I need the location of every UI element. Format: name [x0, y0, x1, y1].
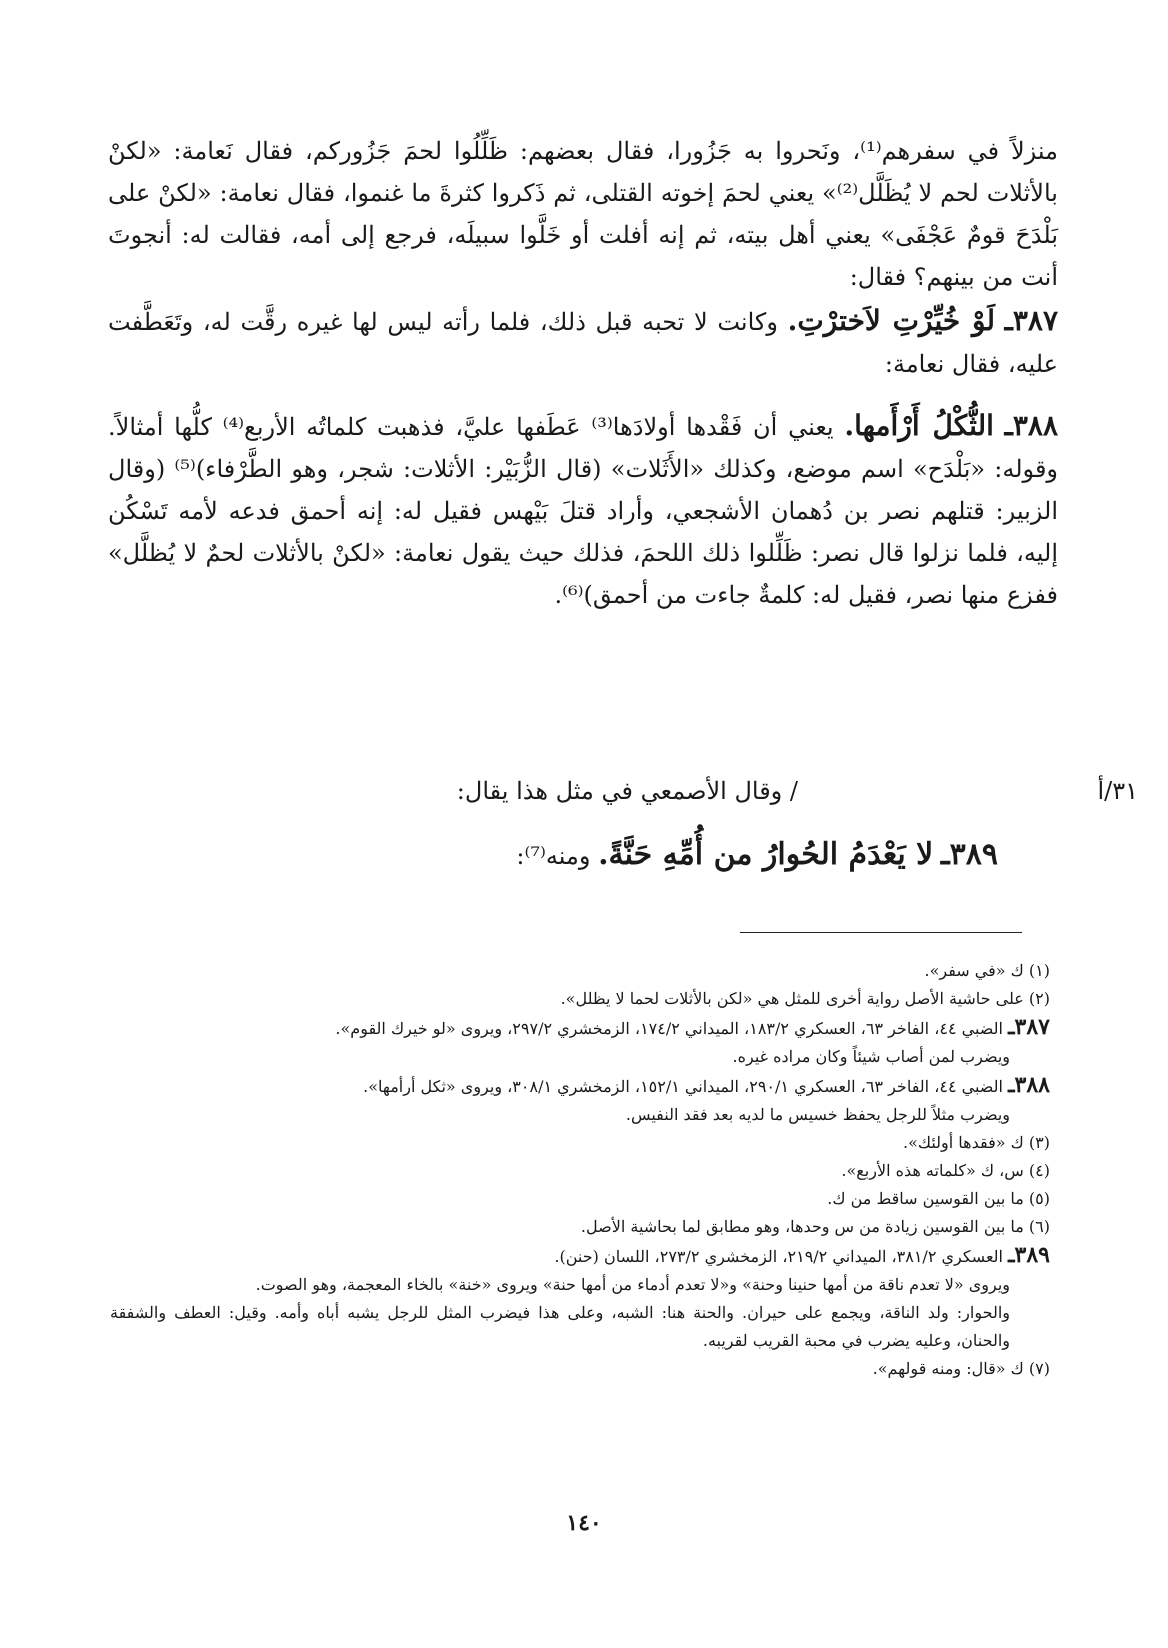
manuscript-folio-marker: ٣١/أ [1097, 777, 1138, 805]
proverb-text: الثُّكْلُ أَرْأَمها. [844, 409, 994, 442]
reference-text: الضبي ٤٤، الفاخر ٦٣، العسكري ٢٩٠/١، الميداني ١٥٢/١، الزمخشري ٣٠٨/١، ويروى «ثكل أرأمها». [363, 1077, 1003, 1096]
paragraph-1: منزلاً في سفرهم⁽¹⁾، ونَحروا به جَزُورا، فقال بعضهم: ظَلِّلُوا لحمَ جَزُوركم، فقال نَعامة: «لكنْ بالأثلات لحم لا يُظَلَّل⁽²⁾» يعني لحمَ إخوته القتلى، ثم ذَكروا كثرةَ ما غنموا، فقال نعامة: «لكنْ على بَلْدَحَ قومٌ عَجْفَى» يعني أهل بيته، ثم إنه أفلت أو خَلَّوا سبيلَه، فرجع إلى أمه، فقالت له: أنجوتَ أنت من بينهم؟ فقال: [108, 137, 1059, 291]
reference-number: ٣٨٧ـ [1008, 1014, 1050, 1040]
reference-number: ٣٨٩ـ [1008, 1242, 1050, 1268]
entry-388 [108, 405, 1058, 616]
footnote-7: (٧) ك «قال: ومنه قولهم». [872, 1359, 1050, 1378]
reference-388 [110, 1071, 1050, 1101]
entry-text: يعني أن فَقْدها أولادَها⁽³⁾ عَطَفها عليَّ، فذهبت كلماتُه الأربع⁽⁴⁾ كلُّها أمثالاً. وقوله: «بَلْدَح» اسم موضع، وكذلك «الأَثَلات» (قال الزُّبَيْر: الأثلات: شجر، وهو الطَّرْفاء)⁽⁵⁾ (وقال الزبير: قتلهم نصر بن دُهمان الأشجعي، وأراد قتلَ بَيْهس فقيل له: إنه أحمق فدعه لأمه تَسْكُن إليه، فلما نزلوا قال نصر: ظَلِّلوا ذلك اللحمَ، فذلك حيث يقول نعامة: «لكنْ بالأثلات لحمٌ لا يُظلَّل» ففزع منها نصر، فقيل له: كلمةٌ جاءت من أحمق)⁽⁶⁾. [108, 413, 1059, 609]
footnote-divider [740, 932, 1022, 933]
footnote-6: (٦) ما بين القوسين زيادة من س وحدها، وهو مطابق لما بحاشية الأصل. [580, 1217, 1050, 1236]
entry-number: ٣٨٧ـ [1004, 304, 1058, 337]
entry-389 [158, 830, 998, 881]
reference-389-gloss: والحوار: ولد الناقة، ويجمع على حيران. والحنة هنا: الشبه، وعلى هذا فيضرب المثل للرجل يشبه أباه وأمه. وقيل: العطف والشفقة والحنان، وعليه يضرب في محبة القريب لقريبه. [110, 1303, 1010, 1350]
footnote-3: (٣) ك «فقدها أولئك». [902, 1133, 1050, 1152]
reference-387 [110, 1013, 1050, 1043]
reference-388-note: ويضرب مثلاً للرجل يحفظ خسيس ما لديه بعد فقد النفيس. [625, 1105, 1010, 1124]
reference-389 [110, 1241, 1050, 1271]
footnote-5: (٥) ما بين القوسين ساقط من ك. [827, 1189, 1050, 1208]
proverb-text: لَوْ خُيِّرْتِ لاَخترْتِ. [787, 304, 995, 337]
reference-387-note: ويضرب لمن أصاب شيئاً وكان مراده غيره. [732, 1047, 1010, 1066]
reference-389-variant: ويروى «لا تعدم ناقة من أمها حنينا وحنة» و«لا تعدم أدماء من أمها حنة» ويروى «خنة» بالخاء المعجمة، وهو الصوت. [255, 1275, 1010, 1294]
reference-number: ٣٨٨ـ [1008, 1072, 1050, 1098]
asmai-line: / وقال الأصمعي في مثل هذا يقال: [456, 777, 798, 805]
entry-number: ٣٨٨ـ [1004, 409, 1058, 442]
main-text [108, 130, 1058, 616]
footnote-2: (٢) على حاشية الأصل رواية أخرى للمثل هي «لكن بالأثلات لحما لا يظلل». [560, 989, 1050, 1008]
entry-text: ومنه⁽⁷⁾: [516, 842, 591, 870]
entry-text: وكانت لا تحبه قبل ذلك، فلما رأته ليس لها غيره رقَّت له، وتَعَطَّفت عليه، فقال نعامة: [108, 308, 1058, 378]
reference-text: الضبي ٤٤، الفاخر ٦٣، العسكري ١٨٣/٢، الميداني ١٧٤/٢، الزمخشري ٢٩٧/٢، ويروى «لو خيرك القوم». [335, 1019, 1003, 1038]
footnote-1: (١) ك «في سفر». [924, 961, 1050, 980]
spacer [108, 385, 1058, 403]
footnotes [110, 957, 1050, 1383]
reference-text: العسكري ٣٨١/٢، الميداني ٢١٩/٢، الزمخشري ٢٧٣/٢، اللسان (حنن). [554, 1247, 1003, 1266]
proverb-text: لا يَعْدَمُ الحُوارُ من أُمِّهِ حَنَّةً. [598, 837, 934, 872]
page-number: ١٤٠ [566, 1510, 602, 1536]
entry-number: ٣٨٩ـ [940, 837, 998, 872]
entry-387 [108, 300, 1058, 385]
footnote-4: (٤) س، ك «كلماته هذه الأربع». [841, 1161, 1050, 1180]
